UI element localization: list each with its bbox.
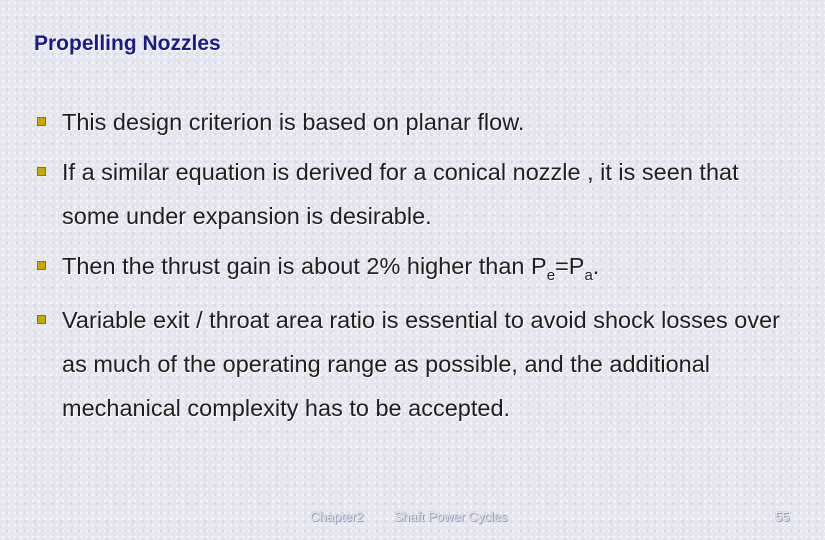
bullet-text-mid: =P bbox=[555, 253, 585, 279]
bullet-item bbox=[34, 298, 794, 430]
subscript-a: a bbox=[584, 267, 593, 284]
bullet-text: If a similar equation is derived for a conical nozzle , it is seen that some under expansion is desirable. bbox=[62, 159, 739, 229]
bullet-text-pre: Then the thrust gain is about 2% higher than P bbox=[62, 253, 547, 279]
square-bullet-icon bbox=[37, 167, 46, 176]
bullet-item bbox=[34, 244, 794, 292]
bullet-text: Variable exit / throat area ratio is essential to avoid shock losses over as much of the operating range as possible, and the additional mechanical complexity has to be accepted. bbox=[62, 307, 780, 421]
bullet-text: This design criterion is based on planar flow. bbox=[62, 109, 525, 135]
square-bullet-icon bbox=[37, 261, 46, 270]
square-bullet-icon bbox=[37, 315, 46, 324]
bullet-list bbox=[34, 100, 794, 436]
footer-page-number: 55 bbox=[775, 509, 790, 524]
slide-title: Propelling Nozzles bbox=[34, 32, 221, 55]
bullet-item bbox=[34, 150, 794, 238]
footer-topic: Shaft Power Cycles bbox=[394, 509, 508, 524]
square-bullet-icon bbox=[37, 117, 46, 126]
subscript-e: e bbox=[546, 267, 556, 284]
bullet-item bbox=[34, 100, 794, 144]
footer-chapter: Chapter2 bbox=[310, 509, 364, 524]
bullet-text-post: . bbox=[592, 253, 600, 279]
